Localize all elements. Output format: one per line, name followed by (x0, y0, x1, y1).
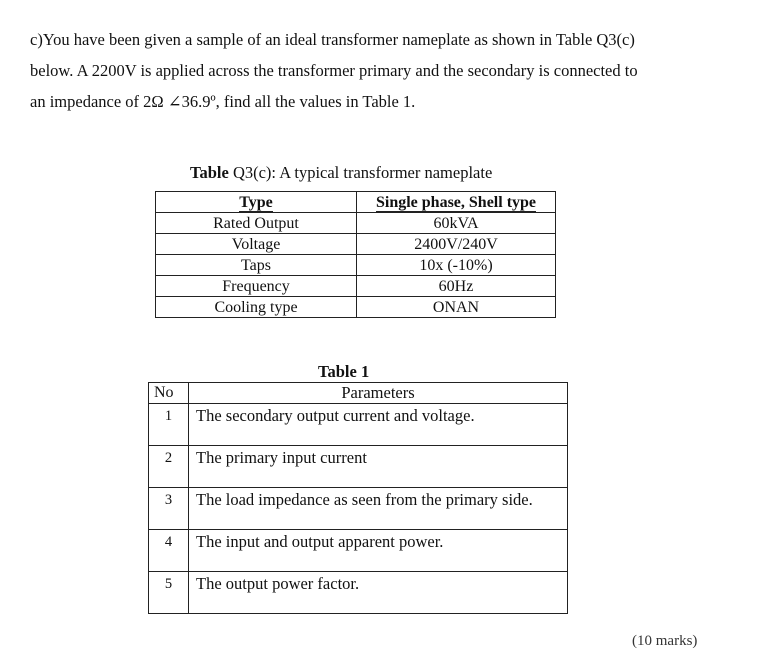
question-line-2: below. A 2200V is applied across the transformer primary and the secondary is connected to (30, 61, 638, 80)
row-parameter: The load impedance as seen from the primary side. (189, 488, 568, 530)
header-parameters: Parameters (189, 383, 568, 404)
nameplate-value: 60kVA (357, 213, 556, 234)
table1-caption: Table 1 (318, 362, 370, 381)
nameplate-key: Taps (156, 255, 357, 276)
nameplate-table (155, 191, 556, 318)
nameplate-value: 10x (-10%) (357, 255, 556, 276)
nameplate-row (156, 255, 556, 276)
table-row (149, 572, 568, 614)
row-number: 5 (149, 572, 189, 614)
question-line-3: an impedance of 2Ω ∠36.9º, find all the values in Table 1. (30, 92, 416, 111)
nameplate-key: Type (156, 192, 357, 213)
nameplate-key: Rated Output (156, 213, 357, 234)
parameters-header-row (149, 383, 568, 404)
nameplate-value: ONAN (357, 297, 556, 318)
nameplate-caption-bold: Table (190, 163, 229, 182)
row-parameter: The input and output apparent power. (189, 530, 568, 572)
row-number: 1 (149, 404, 189, 446)
header-no: No (149, 383, 189, 404)
nameplate-row (156, 213, 556, 234)
row-parameter: The output power factor. (189, 572, 568, 614)
nameplate-row (156, 276, 556, 297)
nameplate-value: 2400V/240V (357, 234, 556, 255)
row-number: 3 (149, 488, 189, 530)
parameters-table (148, 382, 568, 614)
table-row (149, 488, 568, 530)
nameplate-caption-rest: Q3(c): A typical transformer nameplate (228, 163, 493, 182)
nameplate-caption (190, 163, 492, 183)
row-parameter: The primary input current (189, 446, 568, 488)
question-text (30, 24, 745, 117)
table-row (149, 446, 568, 488)
nameplate-key: Voltage (156, 234, 357, 255)
nameplate-row (156, 297, 556, 318)
nameplate-key: Cooling type (156, 297, 357, 318)
row-number: 2 (149, 446, 189, 488)
nameplate-value: Single phase, Shell type (357, 192, 556, 213)
question-line-1: c)You have been given a sample of an ideal transformer nameplate as shown in Table Q3(c) (30, 30, 635, 49)
row-number: 4 (149, 530, 189, 572)
nameplate-row (156, 234, 556, 255)
nameplate-key: Frequency (156, 276, 357, 297)
row-parameter: The secondary output current and voltage. (189, 404, 568, 446)
nameplate-row (156, 192, 556, 213)
table-row (149, 530, 568, 572)
table-row (149, 404, 568, 446)
nameplate-value: 60Hz (357, 276, 556, 297)
marks-label: (10 marks) (632, 633, 698, 649)
